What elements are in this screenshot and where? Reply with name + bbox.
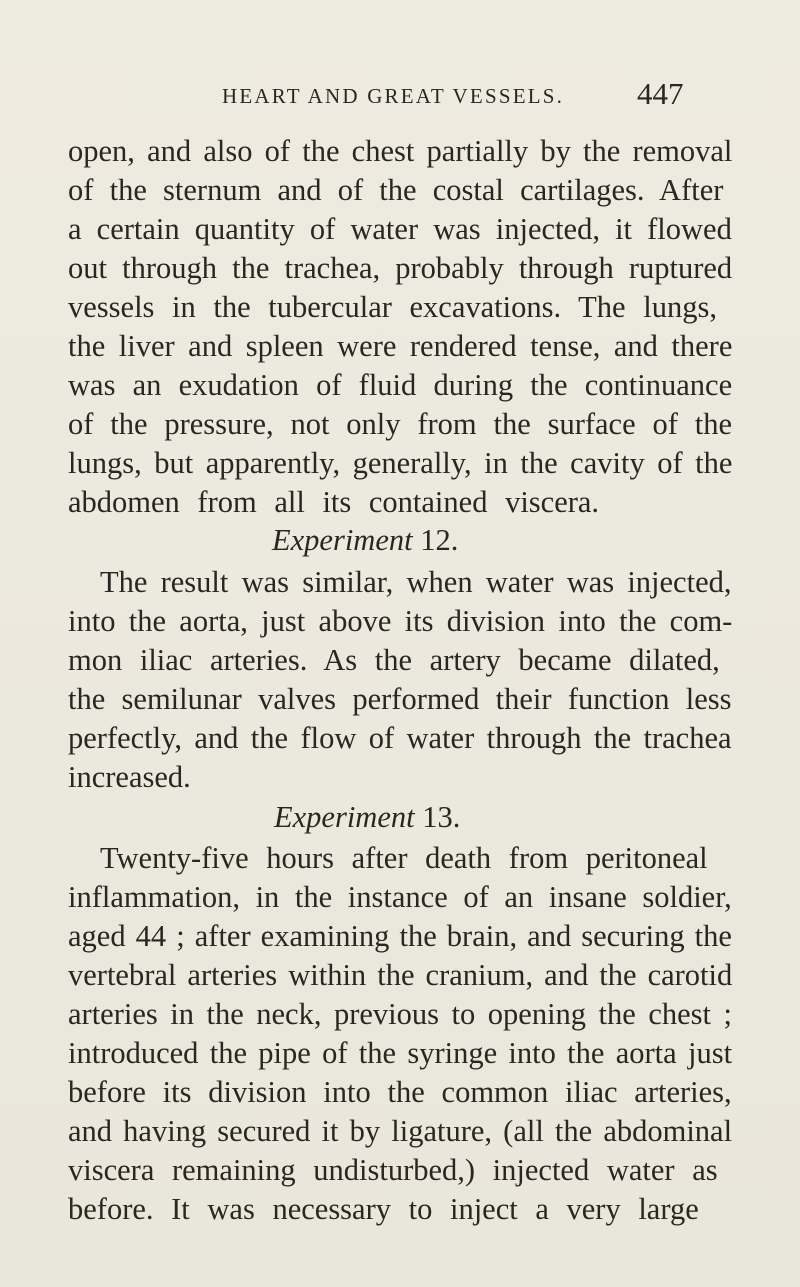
text-line: increased. [68, 760, 191, 794]
text-line: arteries in the neck, previous to opening the chest ; [68, 997, 732, 1031]
text-line: Twenty-five hours after death from peritoneal [100, 841, 708, 875]
text-line: inflammation, in the instance of an insane soldier, [68, 880, 732, 914]
text-line: into the aorta, just above its division into the com- [68, 604, 733, 638]
text-line: the semilunar valves performed their function less [68, 682, 732, 716]
text-line: The result was similar, when water was injected, [100, 565, 732, 599]
text-line: viscera remaining undisturbed,) injected water as [68, 1153, 718, 1187]
text-line: vessels in the tubercular excavations. The lungs, [68, 290, 717, 324]
text-line: out through the trachea, probably through ruptured [68, 251, 733, 285]
running-head: HEART AND GREAT VESSELS. [222, 84, 565, 108]
text-line: the liver and spleen were rendered tense, and there [68, 329, 733, 363]
experiment-12-heading [272, 520, 458, 560]
text-line: was an exudation of fluid during the continuance [68, 368, 733, 402]
experiment-label: Experiment [272, 523, 413, 557]
text-line: of the sternum and of the costal cartilages. After [68, 173, 724, 207]
text-line: of the pressure, not only from the surface of the [68, 407, 732, 441]
experiment-label: Experiment [274, 800, 415, 834]
text-line: introduced the pipe of the syringe into the aorta just [68, 1036, 733, 1070]
text-line: vertebral arteries within the cranium, and the carotid [68, 958, 733, 992]
text-line: aged 44 ; after examining the brain, and securing the [68, 919, 732, 953]
text-line: before. It was necessary to inject a very large [68, 1192, 699, 1226]
text-line: and having secured it by ligature, (all the abdominal [68, 1114, 733, 1148]
text-line: a certain quantity of water was injected, it flowed [68, 212, 732, 246]
text-line: before its division into the common iliac arteries, [68, 1075, 732, 1109]
experiment-number: 12. [420, 523, 459, 557]
text-line: open, and also of the chest partially by the removal [68, 134, 733, 168]
page-number: 447 [637, 76, 684, 111]
text-line: lungs, but apparently, generally, in the cavity of the [68, 446, 733, 480]
text-line: mon iliac arteries. As the artery became dilated, [68, 643, 720, 677]
experiment-number: 13. [422, 800, 461, 834]
text-line: perfectly, and the flow of water through the trachea [68, 721, 732, 755]
text-line: abdomen from all its contained viscera. [68, 485, 600, 519]
experiment-13-heading [274, 797, 460, 837]
